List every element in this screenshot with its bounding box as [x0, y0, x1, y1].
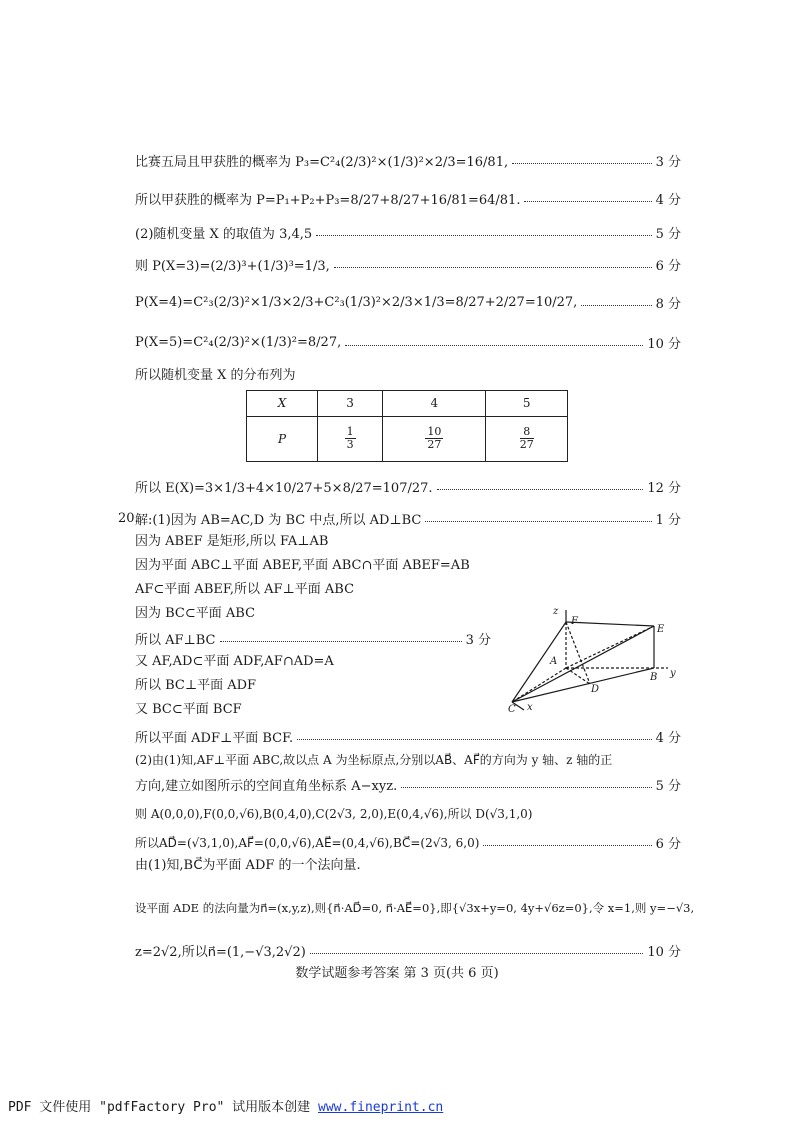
edge-CB [512, 668, 654, 702]
denominator: 27 [519, 438, 534, 452]
leader-dots [512, 162, 651, 164]
score-label: 10 分 [647, 944, 681, 960]
line-text: 所以 E(X)=3×1/3+4×10/27+5×8/27=107/27. [135, 480, 433, 496]
answer-line [135, 150, 681, 170]
leader-dots [310, 952, 644, 954]
label-y: y [670, 668, 676, 679]
line-text: 所以 BC⊥平面 ADF [135, 678, 257, 693]
line-text: P(X=4)=C²₃(2/3)²×1/3×2/3+C²₃(1/3)²×2/3×1/3=8/27+2/27=10/27, [135, 294, 578, 310]
table-cell: 5 [486, 391, 568, 417]
line-text: (2)由(1)知,AF⊥平面 ABC,故以点 A 为坐标原点,分别以AB⃗、AF⃗的方向为 y 轴、z 轴的正 [135, 753, 613, 767]
denominator: 27 [427, 438, 442, 452]
score-label: 5 分 [655, 778, 681, 794]
leader-dots [524, 200, 651, 202]
edge-AE [566, 626, 654, 668]
label-F: F [571, 616, 578, 627]
leader-dots [483, 844, 651, 846]
answer-line [135, 726, 681, 746]
pdf-footer-text: PDF 文件使用 "pdfFactory Pro" 试用版本创建 [8, 1100, 319, 1115]
geometry-figure [500, 602, 688, 714]
line-text: P(X=5)=C²₄(2/3)²×(1/3)²=8/27, [135, 334, 342, 350]
numerator: 10 [427, 425, 442, 439]
answer-line [135, 774, 681, 794]
problem-number: 20. [118, 511, 139, 526]
line-text: 由(1)知,BC⃗为平面 ADF 的一个法向量. [135, 858, 361, 873]
line-text: 所以 AF⊥BC [135, 632, 216, 648]
label-z: z [553, 606, 559, 617]
line-text: 因为 BC⊂平面 ABC [135, 606, 256, 621]
fraction [425, 426, 443, 451]
fraction [520, 426, 534, 451]
table-header-cell: P [247, 416, 318, 461]
line-text: 又 AF,AD⊂平面 ADF,AF∩AD=A [135, 654, 334, 669]
answer-line [135, 508, 681, 528]
label-x: x [527, 702, 533, 713]
distribution-intro: 所以随机变量 X 的分布列为 [135, 368, 296, 383]
answer-line [135, 832, 681, 852]
leader-dots [581, 304, 651, 306]
answer-line [135, 332, 681, 352]
page-footer: 数学试题参考答案 第 3 页(共 6 页) [295, 966, 499, 981]
line-text: 解:(1)因为 AB=AC,D 为 BC 中点,所以 AD⊥BC [135, 512, 422, 528]
answer-line [135, 476, 681, 496]
answer-line [135, 628, 491, 648]
leader-dots [401, 786, 651, 788]
label-D: D [591, 684, 600, 695]
answer-line [135, 188, 681, 208]
pdf-creator-footer [8, 1096, 443, 1115]
leader-dots [345, 344, 643, 346]
line-text: 则 P(X=3)=(2/3)³+(1/3)³=1/3, [135, 258, 330, 274]
answer-line [135, 254, 681, 274]
leader-dots [334, 266, 652, 268]
edge-FE [566, 622, 654, 626]
edge-FD [566, 622, 590, 684]
edge-EC [512, 626, 654, 702]
leader-dots [297, 738, 651, 740]
answer-line [135, 292, 681, 312]
score-label: 12 分 [647, 480, 681, 496]
line-text: AF⊂平面 ABEF,所以 AF⊥平面 ABC [135, 582, 355, 597]
score-label: 8 分 [655, 296, 681, 312]
line-text: (2)随机变量 X 的取值为 3,4,5 [135, 226, 313, 242]
score-label: 4 分 [655, 192, 681, 208]
line-text: 所以AD⃗=(√3,1,0),AF⃗=(0,0,√6),AE⃗=(0,4,√6),BC⃗=(2√3, 6,0) [135, 835, 480, 850]
table-row [247, 391, 568, 417]
score-label: 10 分 [647, 336, 681, 352]
denominator: 3 [346, 438, 354, 452]
line-text: 所以平面 ADF⊥平面 BCF. [135, 730, 294, 746]
numerator: 8 [520, 426, 534, 439]
label-A: A [550, 656, 558, 667]
line-text: 又 BC⊂平面 BCF [135, 702, 242, 717]
answer-line [135, 222, 681, 242]
label-C: C [508, 704, 516, 714]
score-label: 5 分 [655, 226, 681, 242]
score-label: 4 分 [655, 730, 681, 746]
score-label: 1 分 [655, 512, 681, 528]
answer-line [135, 940, 681, 960]
fraction [345, 426, 356, 451]
label-B: B [650, 672, 658, 683]
leader-dots [220, 640, 462, 642]
table-cell [486, 416, 568, 461]
label-E: E [657, 624, 665, 635]
line-text: 因为 ABEF 是矩形,所以 FA⊥AB [135, 534, 329, 549]
edge-FC [512, 622, 566, 702]
line-text: 所以甲获胜的概率为 P=P₁+P₂+P₃=8/27+8/27+16/81=64/81. [135, 192, 521, 208]
fineprint-link[interactable]: www.fineprint.cn [318, 1100, 444, 1115]
numerator: 1 [346, 425, 354, 439]
leader-dots [437, 488, 644, 490]
table-header-cell: X [247, 391, 318, 417]
table-cell [318, 416, 383, 461]
line-text: z=2√2,所以n⃗=(1,−√3,2√2) [135, 944, 306, 960]
line-text: 则 A(0,0,0),F(0,0,√6),B(0,4,0),C(2√3, 2,0),E(0,4,√6),所以 D(√3,1,0) [135, 807, 533, 821]
table-cell [383, 416, 486, 461]
leader-dots [425, 520, 651, 522]
line-text: 因为平面 ABC⊥平面 ABEF,平面 ABC∩平面 ABEF=AB [135, 558, 470, 573]
distribution-table [246, 390, 568, 462]
edge-AC [512, 668, 566, 702]
score-label: 6 分 [655, 258, 681, 274]
score-label: 3 分 [655, 154, 681, 170]
table-row [247, 416, 568, 461]
line-text: 比赛五局且甲获胜的概率为 P₃=C²₄(2/3)²×(1/3)²×2/3=16/81, [135, 154, 509, 170]
score-label: 3 分 [465, 632, 491, 648]
line-text: 方向,建立如图所示的空间直角坐标系 A−xyz. [135, 778, 398, 794]
table-cell: 3 [318, 391, 383, 417]
score-label: 6 分 [655, 836, 681, 852]
table-cell: 4 [383, 391, 486, 417]
line-text: 设平面 ADE 的法向量为n⃗=(x,y,z),则{n⃗·AD⃗=0, n⃗·AE⃗=0},即{√3x+y=0, 4y+√6z=0},令 x=1,则 y=−√3, [135, 901, 695, 915]
leader-dots [316, 234, 651, 236]
